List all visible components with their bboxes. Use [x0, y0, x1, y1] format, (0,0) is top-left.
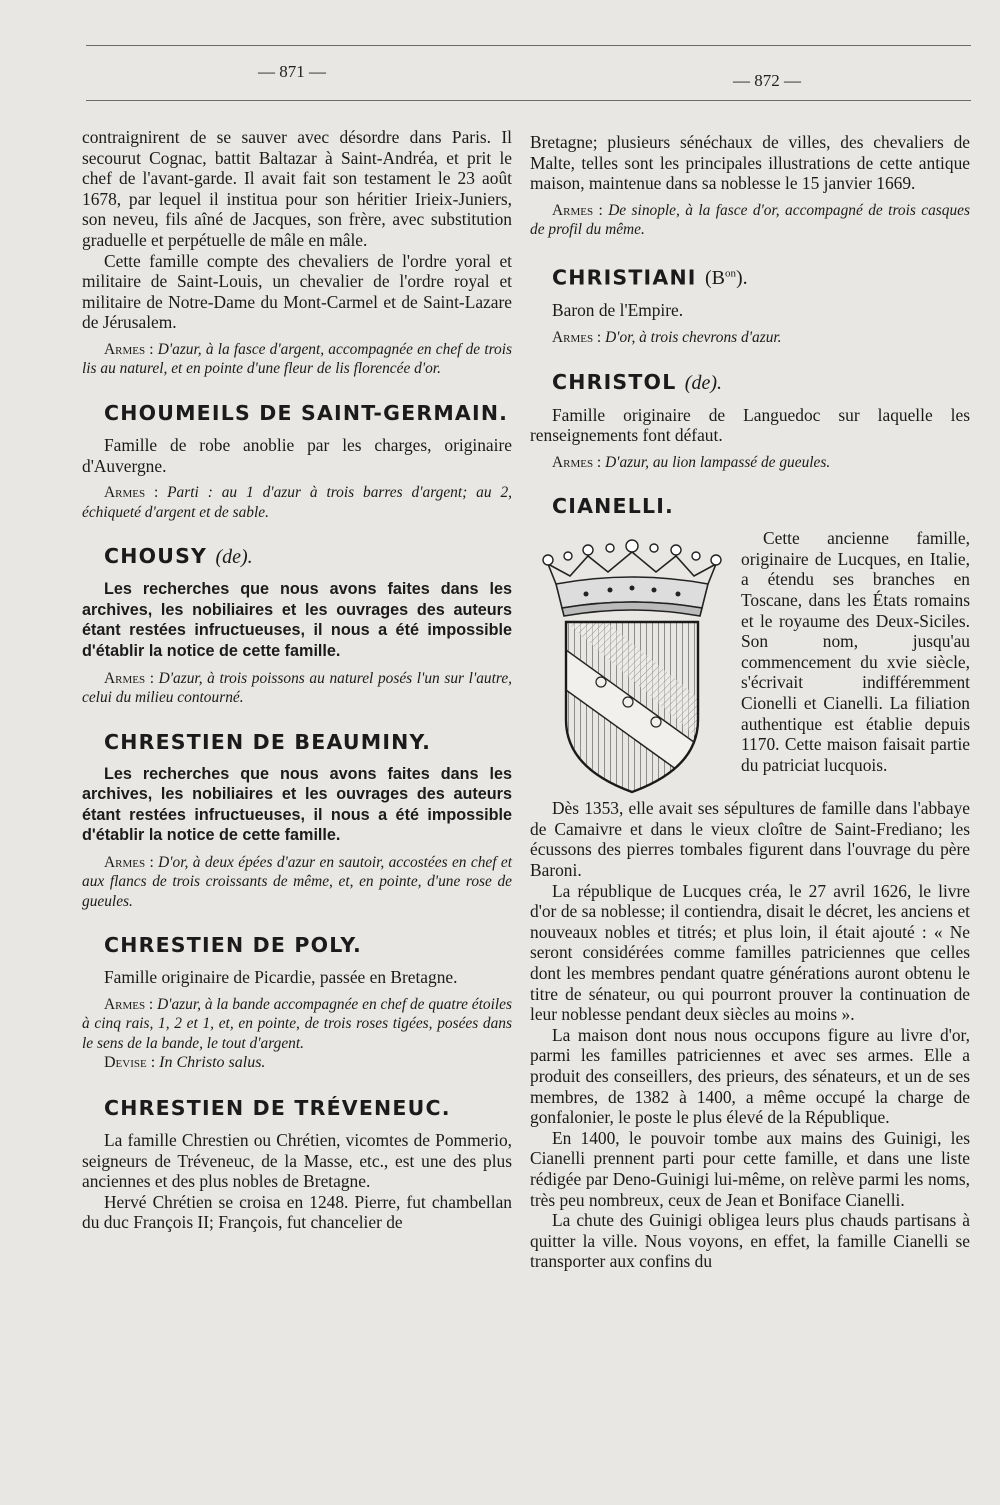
entry-title-name: CHOUSY: [104, 544, 208, 569]
arms-label: Armes :: [104, 995, 154, 1013]
arms-line: [82, 340, 512, 379]
arms-label: Armes :: [104, 853, 154, 871]
entry-title-poly: CHRESTIEN DE POLY.: [104, 933, 362, 958]
entry-text: En 1400, le pouvoir tombe aux mains des Guinigi, les Cianelli prennent parti pour cette famille, et dans une liste rédigée par Deno-Guinigi lui-même, on relève parmi les noms, très peu nombreux, ceux de Jean et Boniface Cianelli.: [530, 1127, 970, 1210]
arms-text: D'or, à trois chevrons d'azur.: [605, 329, 782, 347]
arms-text: D'or, à deux épées d'azur en sautoir, accostées en chef et aux flancs de trois croissants de même, et, en pointe, d'une rose de gueules.: [82, 853, 512, 910]
arms-line: [530, 453, 970, 473]
crown-and-shield-icon: [526, 530, 731, 798]
page-number-left: — 871 —: [258, 62, 326, 81]
arms-line: [82, 853, 512, 912]
header-rule-top: [86, 45, 971, 46]
entry-title-christol: [552, 370, 970, 395]
arms-text: Parti : au 1 d'azur à trois barres d'argent; au 2, échiqueté d'argent et de sable.: [82, 484, 512, 521]
arms-line: [82, 483, 512, 522]
entry-title-chousy: [104, 544, 512, 569]
header-rule-bottom: [86, 100, 971, 101]
entry-text: La chute des Guinigi obligea leurs plus chauds partisans à quitter la ville. Nous voyons, en effet, la famille Cianelli se transporter aux confins du: [530, 1210, 970, 1272]
arms-label: Armes :: [104, 484, 159, 502]
entry-title-christiani: [552, 262, 970, 291]
left-intro-paragraph: contraignirent de se sauver avec désordre dans Paris. Il secourut Cognac, battit Baltazar à Saint-Andréa, et prit le chef de l'avant-garde. Il avait fait son testament le 23 août 1678, par lequel il institua pour son héritier Irieix-Juniers, son neveu, fils aîné de Jacques, son frère, avec substitution graduelle et perpétuelle de mâle en mâle.: [82, 127, 512, 250]
right-column: [530, 132, 970, 1272]
rank-end: ).: [735, 267, 748, 290]
entry-title-particle: (de).: [215, 546, 253, 569]
entry-title-beauminy: CHRESTIEN DE BEAUMINY.: [104, 729, 432, 754]
entry-text: Les recherches que nous avons faites dans les archives, les nobiliaires et les ouvrages des auteurs étant restées infructueuses, il nous a été impossible d'établir la notice de cette famille.: [82, 764, 512, 845]
arms-line: [82, 669, 512, 708]
arms-line: [530, 201, 970, 240]
entry-text: Hervé Chrétien se croisa en 1248. Pierre, fut chambellan du duc François II; François, fut chancelier de: [82, 1191, 512, 1233]
arms-text: De sinople, à la fasce d'or, accompagné de trois casques de profil du même.: [530, 201, 970, 239]
rank-text: (B: [704, 267, 725, 290]
devise-text: In Christo salus.: [159, 1054, 266, 1072]
entry-text: Dès 1353, elle avait ses sépultures de famille dans l'abbaye de Camaivre et dans le vieux cloître de Saint-Frediano; les écussons des pierres tombales figurent dans l'ouvrage du père Baroni.: [530, 798, 970, 880]
devise-line: [82, 1053, 512, 1074]
devise-label: Devise :: [104, 1054, 156, 1072]
entry-title-cianelli: CIANELLI.: [552, 494, 675, 519]
entry-text: Baron de l'Empire.: [552, 300, 684, 321]
arms-line: [82, 995, 512, 1054]
entry-text: Famille originaire de Languedoc sur laquelle les renseignements font défaut.: [530, 404, 970, 446]
entry-title-rank: [705, 267, 748, 289]
entry-text: Famille de robe anoblie par les charges, originaire d'Auvergne.: [82, 434, 512, 476]
rank-sup: on: [724, 267, 736, 280]
arms-label: Armes :: [104, 340, 154, 358]
left-column: [82, 127, 512, 1233]
arms-line: [530, 328, 970, 348]
entry-text: Les recherches que nous avons faites dans les archives, les nobiliaires et les ouvrages des auteurs étant restées infructueuses, il nous a été impossible d'établir la notice de cette famille.: [82, 580, 512, 660]
entry-title-name: CHRISTIANI: [552, 265, 697, 290]
page-number-right: — 872 —: [733, 71, 801, 90]
arms-text: D'azur, à la bande accompagnée en chef de quatre étoiles à cinq rais, 1, 2 et 1, et, en pointe, de trois roses tigées, posées dans le sens de la bande, le tout d'argent.: [82, 995, 512, 1052]
entry-title-particle: (de).: [684, 371, 722, 394]
entry-text: Famille originaire de Picardie, passée en Bretagne.: [104, 967, 458, 988]
arms-text: D'azur, à trois poissons au naturel posés l'un sur l'autre, celui du milieu contourné.: [82, 669, 512, 706]
entry-title-treveneuc: CHRESTIEN DE TRÉVENEUC.: [104, 1096, 451, 1121]
entry-text: La maison dont nous nous occupons figure au livre d'or, parmi les familles patriciennes et avec ses armes. Elle a produit des conseillers, des prieurs, des sénateurs, et un de ses membres, de 1382 à 1400, a même occupé la charge de gonfalonier, le poste le plus élevé de la République.: [530, 1024, 970, 1128]
arms-label: Armes :: [104, 669, 154, 687]
arms-text: D'azur, au lion lampassé de gueules.: [605, 453, 831, 471]
arms-label: Armes :: [552, 453, 602, 471]
entry-text: La république de Lucques créa, le 27 avril 1626, le livre d'or de sa noblesse; il contiendra, disait le décret, les anciens et nouveaux nobles et titrés; et plus loin, il était ajouté : « Ne seront considérées comme familles patriciennes que celles dont les membres pendant quatre générations auront obtenu le titre de sénateur, ou qui pourront prouver la continuation de leur noblesse pendant deux siècles au moins ».: [530, 880, 970, 1025]
arms-label: Armes :: [552, 329, 602, 347]
left-intro-paragraph: Cette famille compte des chevaliers de l'ordre yoral et militaire de Saint-Louis, un chevalier de l'ordre royal et militaire de Notre-Dame du Mont-Carmel et de Saint-Lazare de Jérusalem.: [82, 250, 512, 333]
arms-label: Armes :: [552, 201, 603, 219]
right-intro-paragraph: Bretagne; plusieurs sénéchaux de villes, des chevaliers de Malte, telles sont les principales illustrations de cette antique maison, maintenue dans sa noblesse le 15 janvier 1669.: [530, 132, 970, 194]
entry-title-choumeils: CHOUMEILS DE SAINT-GERMAIN.: [104, 400, 509, 425]
entry-text: La famille Chrestien ou Chrétien, vicomtes de Pommerio, seigneurs de Tréveneuc, de la Masse, etc., est une des plus anciennes et des plus nobles de Bretagne.: [82, 1130, 512, 1192]
entry-text: Cette ancienne famille, originaire de Lucques, en Italie, a étendu ses branches en Toscane, dans les États romains et le royaume des Deux-Siciles. Son nom, jusqu'au commencement du xvie siècle, s'écrivait indifféremment Cionelli et Cianelli. La filiation authentique est établie depuis 1170. Cette maison faisait partie du patriciat lucquois.: [741, 528, 970, 775]
coat-of-arms-illustration: [526, 530, 731, 798]
entry-title-name: CHRISTOL: [552, 369, 677, 394]
arms-text: D'azur, à la fasce d'argent, accompagnée en chef de trois lis au naturel, et en pointe d'une fleur de lis florencée d'or.: [82, 340, 512, 378]
